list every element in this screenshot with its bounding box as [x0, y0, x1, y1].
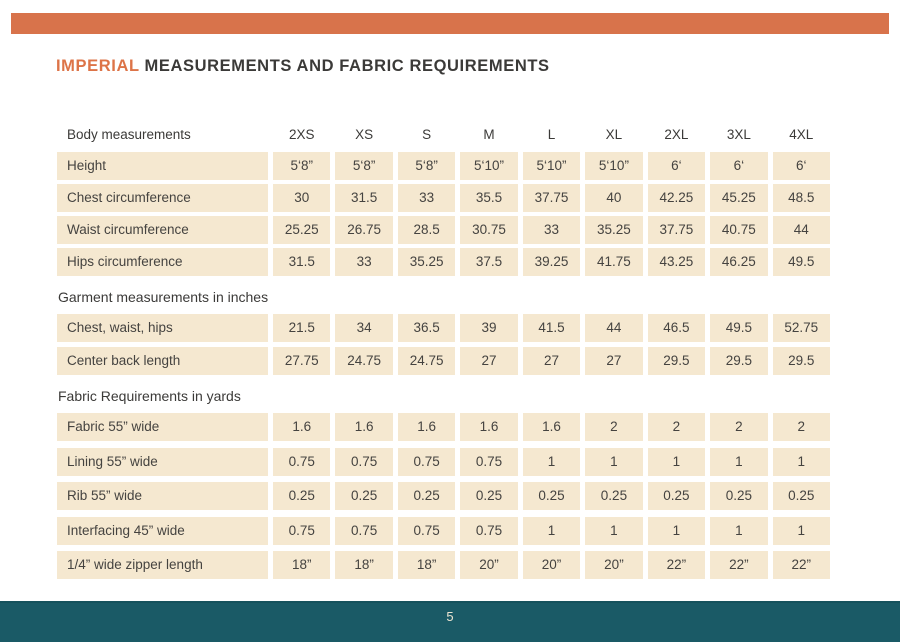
garment-section-heading: Garment measurements in inches: [58, 289, 269, 305]
value-cell: 39: [460, 314, 517, 342]
table-row: [57, 152, 830, 180]
value-cell: 27.75: [273, 347, 330, 375]
value-cell: 1.6: [398, 413, 455, 441]
table-row: [57, 413, 830, 441]
value-cell: 1: [585, 517, 642, 545]
value-cell: 20”: [523, 551, 580, 579]
value-cell: 1: [648, 517, 705, 545]
value-cell: 0.75: [398, 448, 455, 476]
row-label: Height: [57, 152, 268, 180]
value-cell: 18”: [273, 551, 330, 579]
value-cell: 5‘8”: [335, 152, 392, 180]
value-cell: 0.75: [335, 448, 392, 476]
value-cell: 30: [273, 184, 330, 212]
fabric-section-heading: Fabric Requirements in yards: [58, 388, 241, 404]
value-cell: 1: [648, 448, 705, 476]
value-cell: 35.5: [460, 184, 517, 212]
value-cell: 0.25: [335, 482, 392, 510]
value-cell: 0.25: [398, 482, 455, 510]
row-label: Waist circumference: [57, 216, 268, 244]
size-header-xl: XL: [605, 127, 623, 142]
table-row: [57, 314, 830, 342]
value-cell: 0.25: [648, 482, 705, 510]
value-cell: 40: [585, 184, 642, 212]
table-row: [57, 482, 830, 510]
value-cell: 0.75: [335, 517, 392, 545]
size-header-l: L: [547, 127, 556, 142]
top-accent-bar: [11, 13, 889, 34]
value-cell: 49.5: [710, 314, 767, 342]
value-cell: 37.5: [460, 248, 517, 276]
value-cell: 27: [585, 347, 642, 375]
value-cell: 31.5: [273, 248, 330, 276]
value-cell: 40.75: [710, 216, 767, 244]
row-label: Center back length: [57, 347, 268, 375]
value-cell: 0.25: [710, 482, 767, 510]
value-cell: 27: [523, 347, 580, 375]
table-row: [57, 551, 830, 579]
size-header-4xl: 4XL: [789, 127, 814, 142]
value-cell: 30.75: [460, 216, 517, 244]
value-cell: 0.25: [523, 482, 580, 510]
row-label: Lining 55” wide: [57, 448, 268, 476]
value-cell: 43.25: [648, 248, 705, 276]
value-cell: 1.6: [273, 413, 330, 441]
garment-measurements-section: [57, 314, 830, 375]
table-row: [57, 517, 830, 545]
row-label: Interfacing 45” wide: [57, 517, 268, 545]
body-measurements-section: [57, 152, 830, 276]
table-row: [57, 448, 830, 476]
value-cell: 5‘10”: [585, 152, 642, 180]
value-cell: 52.75: [773, 314, 830, 342]
value-cell: 1: [523, 517, 580, 545]
value-cell: 26.75: [335, 216, 392, 244]
table-row: [57, 347, 830, 375]
value-cell: 1: [523, 448, 580, 476]
size-header-m: M: [483, 127, 495, 142]
size-header-3xl: 3XL: [726, 127, 751, 142]
value-cell: 1: [773, 517, 830, 545]
value-cell: 25.25: [273, 216, 330, 244]
value-cell: 33: [398, 184, 455, 212]
size-header-2xl: 2XL: [664, 127, 689, 142]
value-cell: 44: [773, 216, 830, 244]
row-label: Fabric 55” wide: [57, 413, 268, 441]
row-label: Rib 55” wide: [57, 482, 268, 510]
value-cell: 6‘: [773, 152, 830, 180]
value-cell: 45.25: [710, 184, 767, 212]
value-cell: 1: [773, 448, 830, 476]
value-cell: 0.75: [460, 517, 517, 545]
value-cell: 2: [585, 413, 642, 441]
value-cell: 21.5: [273, 314, 330, 342]
value-cell: 0.25: [585, 482, 642, 510]
row-label: Chest circumference: [57, 184, 268, 212]
row-label: Chest, waist, hips: [57, 314, 268, 342]
table-header-row: [57, 121, 830, 149]
value-cell: 29.5: [710, 347, 767, 375]
value-cell: 41.5: [523, 314, 580, 342]
table-row: [57, 248, 830, 276]
value-cell: 42.25: [648, 184, 705, 212]
value-cell: 35.25: [585, 216, 642, 244]
value-cell: 1.6: [523, 413, 580, 441]
value-cell: 20”: [460, 551, 517, 579]
value-cell: 1.6: [335, 413, 392, 441]
value-cell: 18”: [398, 551, 455, 579]
value-cell: 22”: [710, 551, 767, 579]
value-cell: 33: [335, 248, 392, 276]
value-cell: 24.75: [335, 347, 392, 375]
value-cell: 41.75: [585, 248, 642, 276]
table-row: [57, 216, 830, 244]
value-cell: 1.6: [460, 413, 517, 441]
value-cell: 2: [710, 413, 767, 441]
value-cell: 24.75: [398, 347, 455, 375]
value-cell: 31.5: [335, 184, 392, 212]
size-header-xs: XS: [355, 127, 374, 142]
size-header-s: S: [422, 127, 432, 142]
page-number: 5: [446, 609, 454, 624]
value-cell: 0.25: [273, 482, 330, 510]
footer-bar: [0, 601, 900, 642]
value-cell: 1: [585, 448, 642, 476]
table-row: [57, 184, 830, 212]
value-cell: 1: [710, 517, 767, 545]
value-cell: 5‘8”: [398, 152, 455, 180]
value-cell: 6‘: [648, 152, 705, 180]
value-cell: 46.25: [710, 248, 767, 276]
page-title-rest: MEASUREMENTS AND FABRIC REQUIREMENTS: [139, 57, 550, 75]
measurement-table: [57, 121, 830, 586]
value-cell: 44: [585, 314, 642, 342]
value-cell: 0.75: [273, 448, 330, 476]
size-header-2xs: 2XS: [288, 127, 315, 142]
value-cell: 33: [523, 216, 580, 244]
value-cell: 5‘10”: [460, 152, 517, 180]
value-cell: 37.75: [523, 184, 580, 212]
value-cell: 36.5: [398, 314, 455, 342]
value-cell: 2: [773, 413, 830, 441]
value-cell: 0.25: [460, 482, 517, 510]
value-cell: 22”: [648, 551, 705, 579]
value-cell: 0.75: [273, 517, 330, 545]
value-cell: 28.5: [398, 216, 455, 244]
value-cell: 20”: [585, 551, 642, 579]
header-body-measurements: Body measurements: [67, 127, 191, 142]
value-cell: 35.25: [398, 248, 455, 276]
value-cell: 29.5: [648, 347, 705, 375]
value-cell: 37.75: [648, 216, 705, 244]
value-cell: 0.75: [398, 517, 455, 545]
page-title: [56, 57, 550, 76]
value-cell: 5‘8”: [273, 152, 330, 180]
value-cell: 0.75: [460, 448, 517, 476]
value-cell: 46.5: [648, 314, 705, 342]
value-cell: 39.25: [523, 248, 580, 276]
value-cell: 49.5: [773, 248, 830, 276]
row-label: Hips circumference: [57, 248, 268, 276]
value-cell: 27: [460, 347, 517, 375]
page-title-highlight: IMPERIAL: [56, 57, 140, 75]
value-cell: 2: [648, 413, 705, 441]
value-cell: 22”: [773, 551, 830, 579]
fabric-requirements-section: [57, 413, 830, 579]
value-cell: 29.5: [773, 347, 830, 375]
value-cell: 34: [335, 314, 392, 342]
value-cell: 0.25: [773, 482, 830, 510]
value-cell: 48.5: [773, 184, 830, 212]
row-label: 1/4” wide zipper length: [57, 551, 268, 579]
value-cell: 18”: [335, 551, 392, 579]
value-cell: 1: [710, 448, 767, 476]
value-cell: 5‘10”: [523, 152, 580, 180]
value-cell: 6‘: [710, 152, 767, 180]
